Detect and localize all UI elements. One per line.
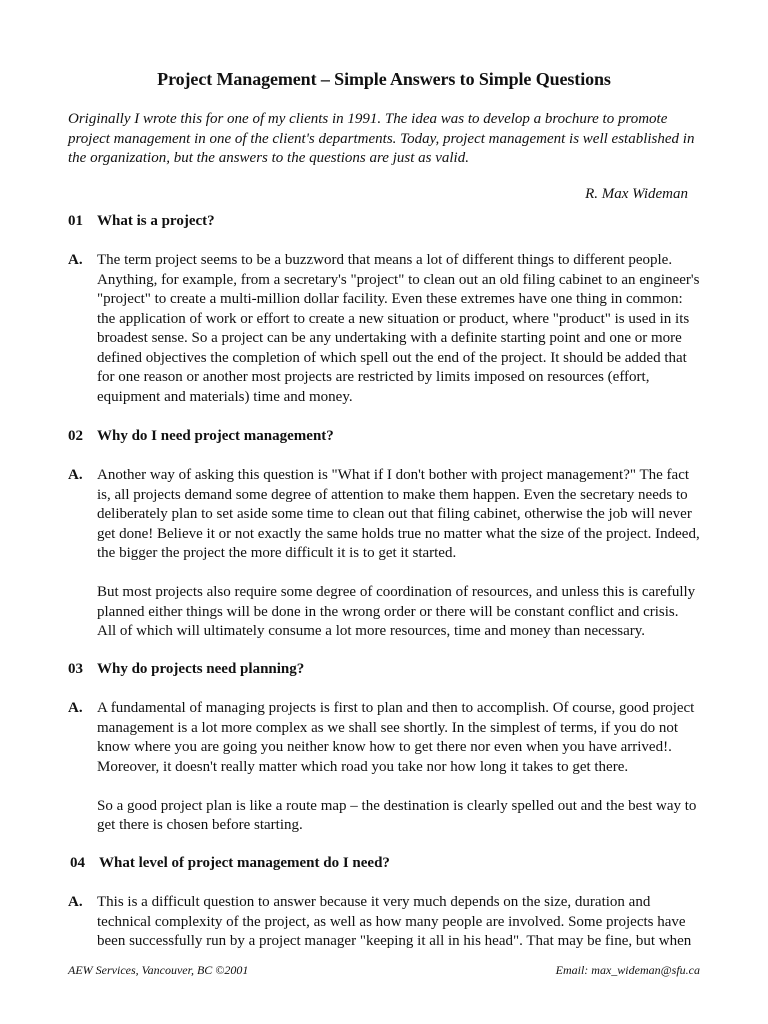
question-number: 04 (70, 855, 85, 871)
answer-paragraph: Another way of asking this question is "What if I don't bother with project management?" The fact is, all projects demand some degree of attention to make them happen. Even the secretary needs to deliberately plan to set aside some time to clean out that filing cabinet, otherwise the job will never get done! Believe it or not exactly the same holds true no matter what the size of the project. Indeed, the bigger the project the more difficult it is to get it started. (97, 467, 700, 561)
answer-marker: A. (68, 894, 83, 910)
question-04 (70, 854, 702, 874)
document-page (68, 0, 700, 1024)
question-01 (68, 212, 700, 232)
question-03 (68, 660, 700, 680)
answer-paragraph: But most projects also require some degree of coordination of resources, and unless this is carefully planned either things will be done in the wrong order or there will be constant conflict and crisis. All of which will ultimately consume a lot more resources, time and money than necessary. (97, 584, 696, 639)
question-02 (68, 427, 700, 447)
question-number: 03 (68, 661, 83, 677)
answer-paragraph: This is a difficult question to answer because it very much depends on the size, duration and technical complexity of the project, as well as how many people are involved. Some projects have been successfully run by a project manager "keeping it all in his head". That may be fine, but when (97, 894, 692, 949)
answer-02 (68, 466, 700, 642)
answer-marker: A. (68, 467, 83, 483)
answer-01 (68, 251, 700, 407)
question-text: What is a project? (97, 213, 215, 229)
question-text: Why do I need project management? (97, 428, 334, 444)
intro-paragraph: Originally I wrote this for one of my clients in 1991. The idea was to develop a brochure to promote project management in one of the client's departments. Today, project management is well established in the organization, but the answers to the questions are just as valid. (68, 111, 695, 166)
author-signature: R. Max Wideman (585, 186, 688, 202)
question-number: 02 (68, 428, 83, 444)
question-number: 01 (68, 213, 83, 229)
answer-marker: A. (68, 700, 83, 716)
question-text: Why do projects need planning? (97, 661, 305, 677)
answer-marker: A. (68, 252, 83, 268)
answer-paragraph: The term project seems to be a buzzword that means a lot of different things to different people. Anything, for example, from a secretary's "project" to clean out an old filing cabinet to an engineer's "project" to create a multi-million dollar facility. Even these extremes have one thing in common: the application of work or effort to create a new situation or product, where "product" is used in its broadest sense. So a project can be any undertaking with a definite starting point and one or more defined objectives the completion of which spell out the end of the project. It should be added that for one reason or another most projects are restricted by limits imposed on resources (effort, equipment and materials) time and money. (97, 252, 700, 405)
footer-copyright: AEW Services, Vancouver, BC ©2001 (68, 963, 249, 977)
footer-email: Email: max_wideman@sfu.ca (555, 963, 700, 977)
answer-04 (68, 893, 700, 952)
page-title: Project Management – Simple Answers to Simple Questions (157, 69, 611, 89)
answer-paragraph: A fundamental of managing projects is first to plan and then to accomplish. Of course, good project management is a lot more complex as we shall see shortly. In the simplest of terms, if you do not know where you are going you neither know how to get there nor even when you have arrived!. Moreover, it doesn't really matter which road you take nor how long it takes to get there. (97, 700, 695, 775)
question-text: What level of project management do I need? (99, 855, 390, 871)
answer-paragraph: So a good project plan is like a route map – the destination is clearly spelled out and the best way to get there is chosen before starting. (97, 797, 697, 833)
answer-03 (68, 699, 700, 836)
